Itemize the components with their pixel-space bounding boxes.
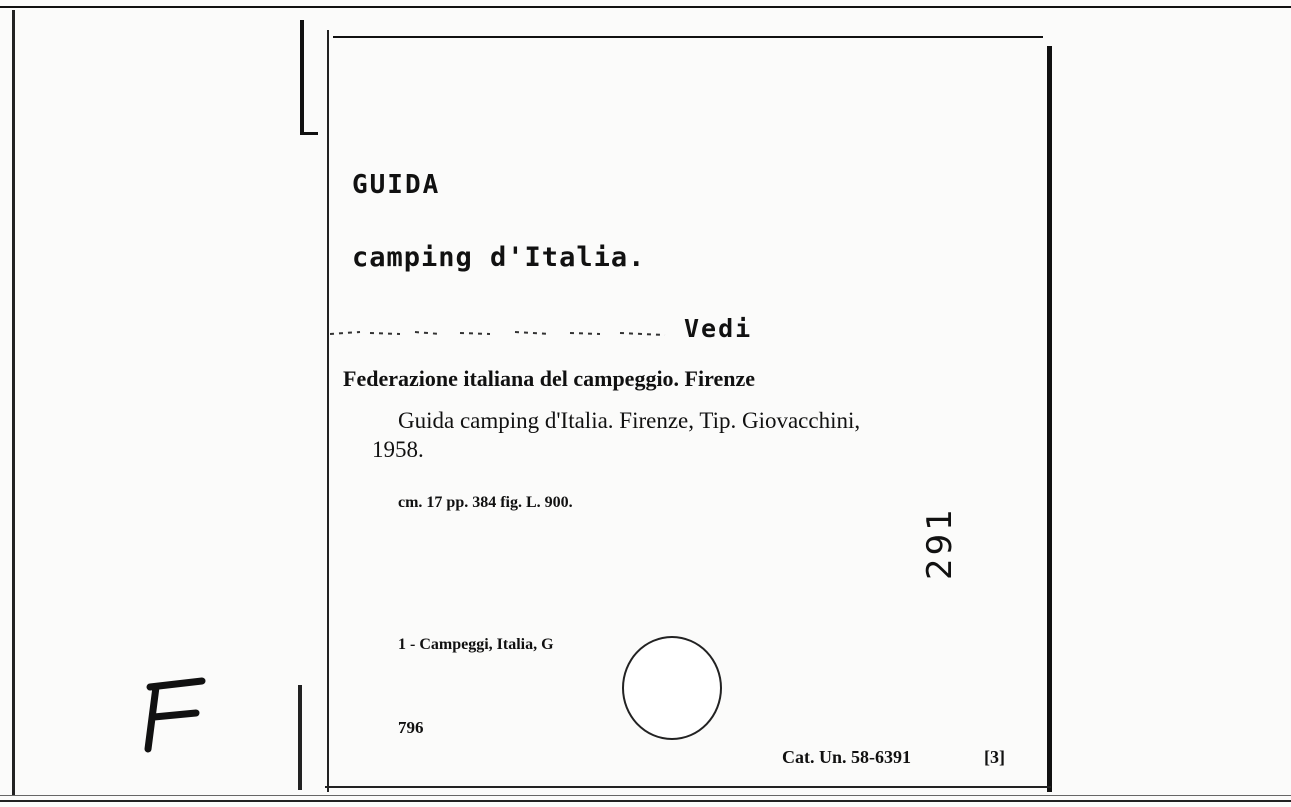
scan-top-edge [0, 6, 1291, 8]
card-title: Guida camping d'Italia. Firenze, Tip. Giovacchini, [398, 408, 861, 433]
card-punch-hole [622, 636, 722, 740]
cross-reference: Vedi [684, 314, 753, 343]
card-tab-mark-bottom [298, 685, 302, 790]
scan-bottom-edge [0, 800, 1291, 802]
card-top-border [333, 36, 1043, 38]
handwritten-letter-f [140, 675, 220, 755]
scan-bottom-edge-inner [0, 795, 1291, 796]
dotted-leader-line [330, 322, 670, 342]
card-right-border [1047, 46, 1052, 792]
card-bottom-border [325, 786, 1051, 788]
catalog-number: Cat. Un. 58-6391 [782, 747, 911, 767]
card-left-border [327, 30, 329, 792]
card-reference: [3] [984, 747, 1005, 767]
card-heading: GUIDA [352, 170, 441, 200]
card-subheading: camping d'Italia. [352, 242, 646, 273]
scan-left-edge [12, 10, 15, 795]
card-tab-mark-foot [300, 132, 318, 135]
physical-description: cm. 17 pp. 384 fig. L. 900. [398, 494, 573, 511]
subject-headings-start: 1 - Campeggi, Italia, G [398, 636, 554, 653]
card-author: Federazione italiana del campeggio. Firenze [343, 366, 756, 391]
card-tab-mark-top [300, 20, 304, 135]
card-year: 1958. [372, 437, 424, 462]
class-number: 796 [398, 718, 424, 737]
vertical-accession-number: 291 [920, 506, 960, 580]
